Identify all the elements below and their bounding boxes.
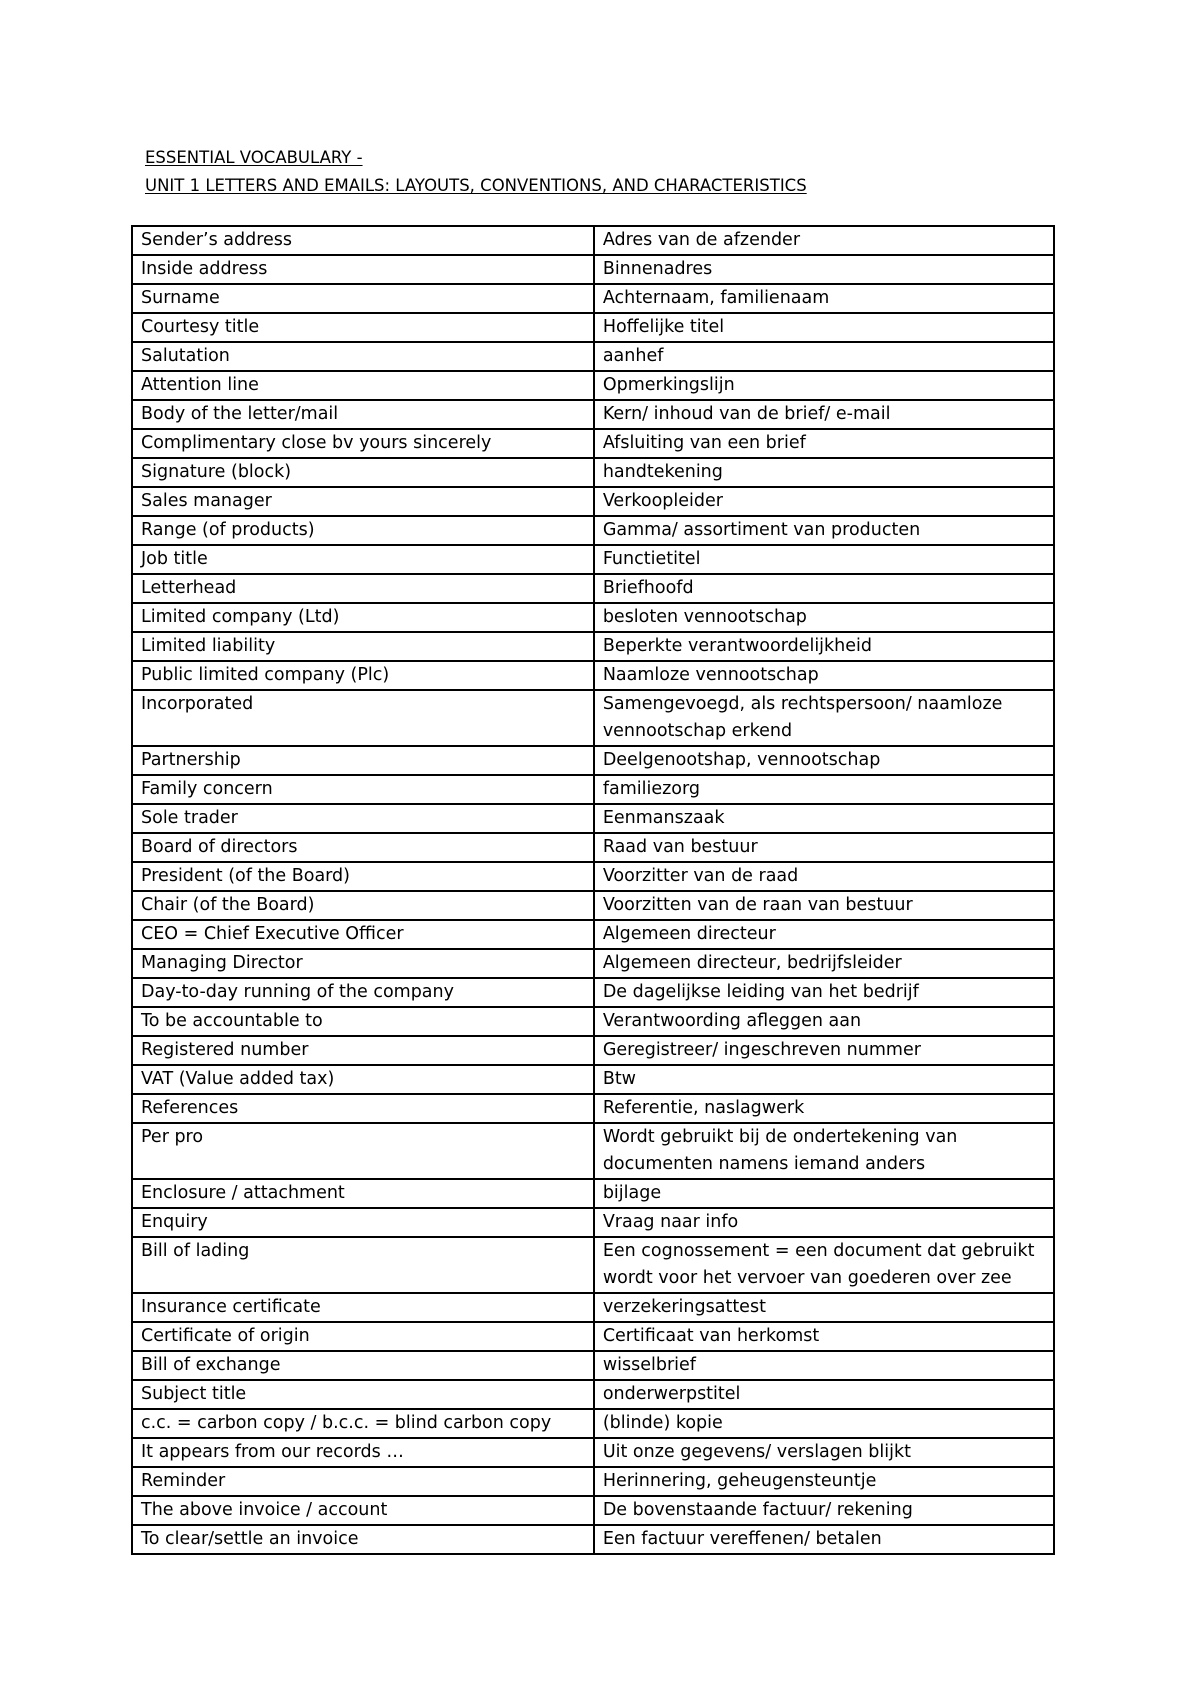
english-term: Reminder xyxy=(132,1467,594,1496)
dutch-translation: aanhef xyxy=(594,342,1054,371)
english-term: Signature (block) xyxy=(132,458,594,487)
english-term: Insurance certificate xyxy=(132,1293,594,1322)
english-term: Enclosure / attachment xyxy=(132,1179,594,1208)
table-row xyxy=(132,1467,1054,1496)
table-row xyxy=(132,400,1054,429)
table-row xyxy=(132,545,1054,574)
dutch-translation: Adres van de afzender xyxy=(594,226,1054,255)
dutch-translation: (blinde) kopie xyxy=(594,1409,1054,1438)
english-term: Per pro xyxy=(132,1123,594,1179)
english-term: CEO = Chief Executive Officer xyxy=(132,920,594,949)
dutch-translation: Opmerkingslijn xyxy=(594,371,1054,400)
dutch-translation: Beperkte verantwoordelijkheid xyxy=(594,632,1054,661)
table-row xyxy=(132,1007,1054,1036)
dutch-translation: Vraag naar info xyxy=(594,1208,1054,1237)
english-term: c.c. = carbon copy / b.c.c. = blind carbon copy xyxy=(132,1409,594,1438)
english-term: To be accountable to xyxy=(132,1007,594,1036)
english-term: Chair (of the Board) xyxy=(132,891,594,920)
dutch-translation: Afsluiting van een brief xyxy=(594,429,1054,458)
dutch-translation: Verantwoording afleggen aan xyxy=(594,1007,1054,1036)
table-row xyxy=(132,661,1054,690)
table-row xyxy=(132,1065,1054,1094)
english-term: Salutation xyxy=(132,342,594,371)
english-term: Registered number xyxy=(132,1036,594,1065)
english-term: Body of the letter/mail xyxy=(132,400,594,429)
dutch-translation: De bovenstaande factuur/ rekening xyxy=(594,1496,1054,1525)
table-row xyxy=(132,226,1054,255)
dutch-translation: Certificaat van herkomst xyxy=(594,1322,1054,1351)
english-term: Board of directors xyxy=(132,833,594,862)
table-row xyxy=(132,949,1054,978)
english-term: Inside address xyxy=(132,255,594,284)
dutch-translation: wisselbrief xyxy=(594,1351,1054,1380)
table-row xyxy=(132,1496,1054,1525)
table-row xyxy=(132,1179,1054,1208)
english-term: Complimentary close bv yours sincerely xyxy=(132,429,594,458)
table-row xyxy=(132,313,1054,342)
english-term: Bill of exchange xyxy=(132,1351,594,1380)
table-row xyxy=(132,1036,1054,1065)
table-row xyxy=(132,255,1054,284)
table-row xyxy=(132,833,1054,862)
dutch-translation: familiezorg xyxy=(594,775,1054,804)
dutch-translation: Eenmanszaak xyxy=(594,804,1054,833)
table-row xyxy=(132,574,1054,603)
english-term: Certificate of origin xyxy=(132,1322,594,1351)
dutch-translation: besloten vennootschap xyxy=(594,603,1054,632)
table-row xyxy=(132,1380,1054,1409)
dutch-translation: Samengevoegd, als rechtspersoon/ naamloze vennootschap erkend xyxy=(594,690,1054,746)
english-term: Family concern xyxy=(132,775,594,804)
dutch-translation: Raad van bestuur xyxy=(594,833,1054,862)
unit-heading: UNIT 1 LETTERS AND EMAILS: LAYOUTS, CONVENTIONS, AND CHARACTERISTICS xyxy=(145,176,807,195)
dutch-translation: Gamma/ assortiment van producten xyxy=(594,516,1054,545)
english-term: Sales manager xyxy=(132,487,594,516)
english-term: Letterhead xyxy=(132,574,594,603)
table-row xyxy=(132,1237,1054,1293)
table-row xyxy=(132,1525,1054,1554)
dutch-translation: Hoffelijke titel xyxy=(594,313,1054,342)
english-term: Limited company (Ltd) xyxy=(132,603,594,632)
table-row xyxy=(132,862,1054,891)
english-term: President (of the Board) xyxy=(132,862,594,891)
english-term: Managing Director xyxy=(132,949,594,978)
table-row xyxy=(132,804,1054,833)
dutch-translation: verzekeringsattest xyxy=(594,1293,1054,1322)
table-row xyxy=(132,516,1054,545)
table-row xyxy=(132,342,1054,371)
table-row xyxy=(132,1094,1054,1123)
table-row xyxy=(132,284,1054,313)
english-term: Surname xyxy=(132,284,594,313)
table-row xyxy=(132,632,1054,661)
dutch-translation: Referentie, naslagwerk xyxy=(594,1094,1054,1123)
document-title: ESSENTIAL VOCABULARY - xyxy=(145,148,363,167)
table-row xyxy=(132,1438,1054,1467)
table-row xyxy=(132,371,1054,400)
dutch-translation: Algemeen directeur, bedrijfsleider xyxy=(594,949,1054,978)
english-term: Sender’s address xyxy=(132,226,594,255)
table-row xyxy=(132,978,1054,1007)
vocabulary-table xyxy=(131,225,1055,1555)
english-term: Incorporated xyxy=(132,690,594,746)
english-term: Subject title xyxy=(132,1380,594,1409)
dutch-translation: De dagelijkse leiding van het bedrijf xyxy=(594,978,1054,1007)
english-term: Courtesy title xyxy=(132,313,594,342)
dutch-translation: Een cognossement = een document dat gebruikt wordt voor het vervoer van goederen over zee xyxy=(594,1237,1054,1293)
english-term: To clear/settle an invoice xyxy=(132,1525,594,1554)
english-term: Range (of products) xyxy=(132,516,594,545)
dutch-translation: Voorzitten van de raan van bestuur xyxy=(594,891,1054,920)
dutch-translation: Kern/ inhoud van de brief/ e-mail xyxy=(594,400,1054,429)
english-term: Sole trader xyxy=(132,804,594,833)
dutch-translation: Naamloze vennootschap xyxy=(594,661,1054,690)
table-row xyxy=(132,1409,1054,1438)
dutch-translation: Verkoopleider xyxy=(594,487,1054,516)
dutch-translation: Deelgenootshap, vennootschap xyxy=(594,746,1054,775)
table-row xyxy=(132,1351,1054,1380)
dutch-translation: Een factuur vereffenen/ betalen xyxy=(594,1525,1054,1554)
english-term: Attention line xyxy=(132,371,594,400)
english-term: Enquiry xyxy=(132,1208,594,1237)
table-row xyxy=(132,891,1054,920)
english-term: VAT (Value added tax) xyxy=(132,1065,594,1094)
english-term: Bill of lading xyxy=(132,1237,594,1293)
dutch-translation: Btw xyxy=(594,1065,1054,1094)
english-term: Partnership xyxy=(132,746,594,775)
dutch-translation: Algemeen directeur xyxy=(594,920,1054,949)
table-row xyxy=(132,487,1054,516)
table-row xyxy=(132,458,1054,487)
vocabulary-table-body xyxy=(132,226,1054,1554)
table-row xyxy=(132,603,1054,632)
english-term: Public limited company (Plc) xyxy=(132,661,594,690)
dutch-translation: Voorzitter van de raad xyxy=(594,862,1054,891)
table-row xyxy=(132,690,1054,746)
table-row xyxy=(132,1123,1054,1179)
english-term: Day-to-day running of the company xyxy=(132,978,594,1007)
dutch-translation: Functietitel xyxy=(594,545,1054,574)
dutch-translation: Geregistreer/ ingeschreven nummer xyxy=(594,1036,1054,1065)
dutch-translation: Wordt gebruikt bij de ondertekening van documenten namens iemand anders xyxy=(594,1123,1054,1179)
dutch-translation: handtekening xyxy=(594,458,1054,487)
table-row xyxy=(132,775,1054,804)
table-row xyxy=(132,429,1054,458)
table-row xyxy=(132,1208,1054,1237)
table-row xyxy=(132,746,1054,775)
english-term: The above invoice / account xyxy=(132,1496,594,1525)
dutch-translation: bijlage xyxy=(594,1179,1054,1208)
table-row xyxy=(132,920,1054,949)
english-term: It appears from our records … xyxy=(132,1438,594,1467)
dutch-translation: Herinnering, geheugensteuntje xyxy=(594,1467,1054,1496)
english-term: Limited liability xyxy=(132,632,594,661)
dutch-translation: Achternaam, familienaam xyxy=(594,284,1054,313)
table-row xyxy=(132,1293,1054,1322)
english-term: References xyxy=(132,1094,594,1123)
dutch-translation: Binnenadres xyxy=(594,255,1054,284)
dutch-translation: onderwerpstitel xyxy=(594,1380,1054,1409)
dutch-translation: Uit onze gegevens/ verslagen blijkt xyxy=(594,1438,1054,1467)
table-row xyxy=(132,1322,1054,1351)
english-term: Job title xyxy=(132,545,594,574)
dutch-translation: Briefhoofd xyxy=(594,574,1054,603)
